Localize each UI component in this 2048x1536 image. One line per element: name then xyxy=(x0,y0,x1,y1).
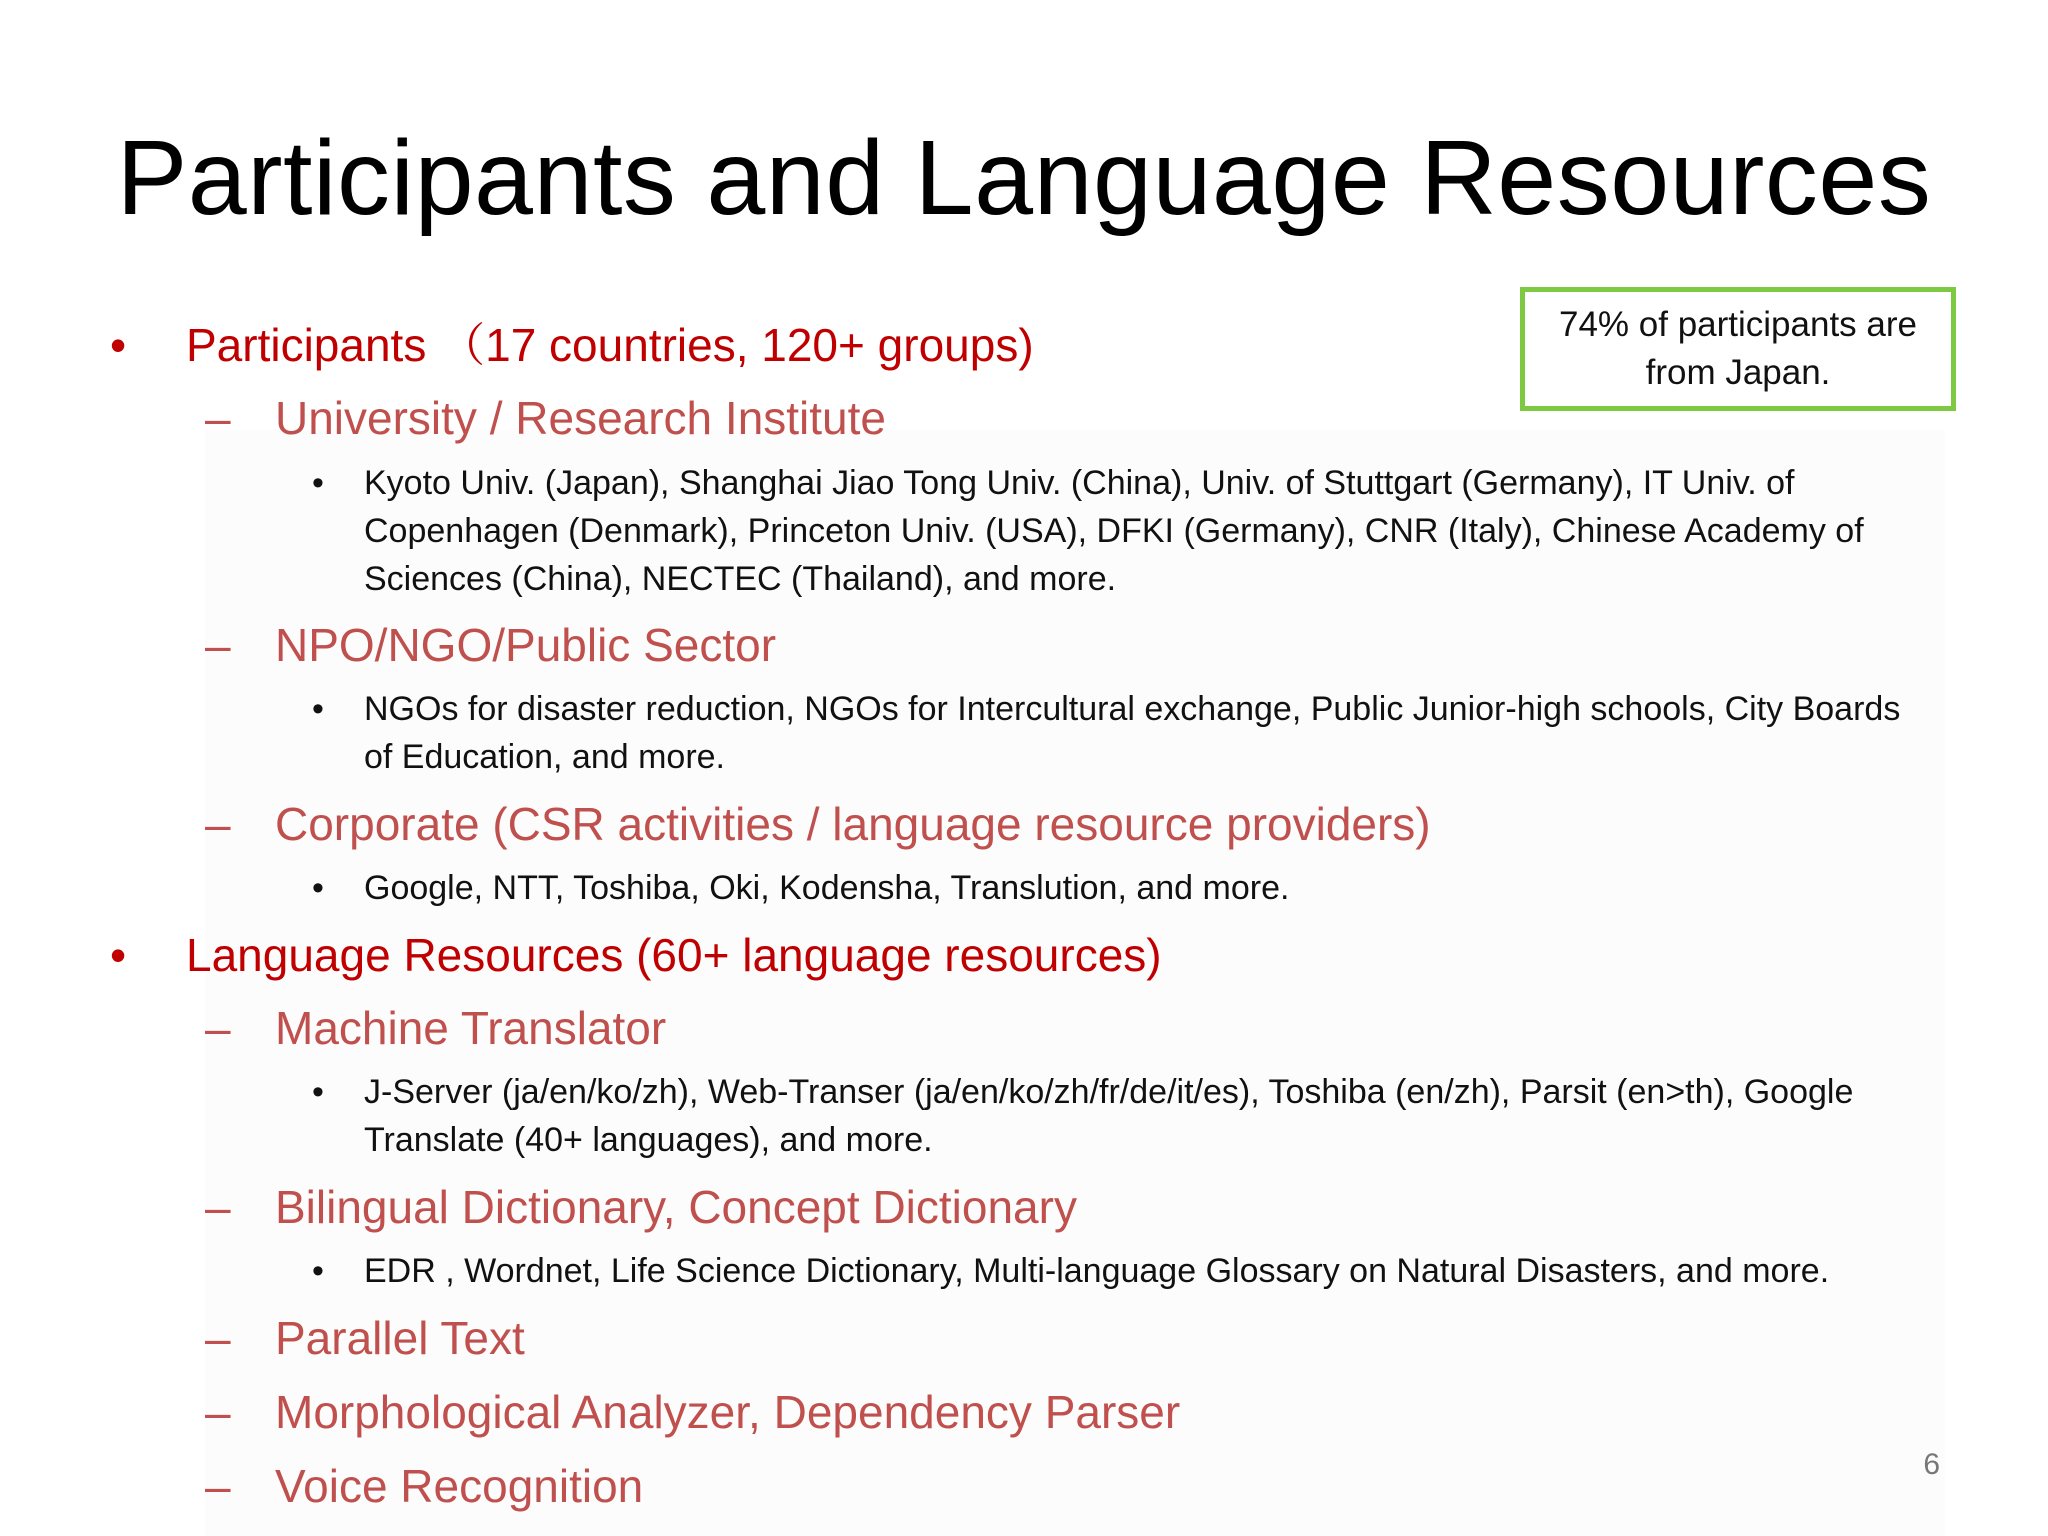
bullet-marker: • xyxy=(312,464,324,502)
detail-text: Kyoto Univ. (Japan), Shanghai Jiao Tong Univ. (China), Univ. of Stuttgart (Germany), IT Univ. of Copenhagen (Denmark), Princeton Univ. (USA), DFKI (Germany), CNR (Italy), Chinese Academy of Sciences (China), NECTEC (Thailand), and more. xyxy=(364,464,1864,598)
note-text: 74% of participants are from Japan. xyxy=(1559,305,1917,392)
subitem-text: Parallel Text xyxy=(275,1312,525,1364)
dash-marker: – xyxy=(205,1312,231,1364)
dash-marker: – xyxy=(205,1386,231,1438)
note-box xyxy=(1520,287,1956,411)
dash-marker: – xyxy=(205,392,231,444)
subitem-text: Morphological Analyzer, Dependency Parser xyxy=(275,1386,1181,1438)
subitem-text: NPO/NGO/Public Sector xyxy=(275,619,777,671)
bullet-marker: • xyxy=(110,929,127,981)
slide-title: Participants and Language Resources xyxy=(116,119,1932,237)
subitem-text: Voice Recognition xyxy=(275,1460,644,1512)
dash-marker: – xyxy=(205,798,231,850)
bullet-marker: • xyxy=(312,1073,324,1111)
dash-marker: – xyxy=(205,1181,231,1233)
bullet-marker: • xyxy=(312,869,324,907)
detail-text: Google, NTT, Toshiba, Oki, Kodensha, Translution, and more. xyxy=(364,869,1290,907)
subitem-text: University / Research Institute xyxy=(275,392,887,444)
bullet-marker: • xyxy=(312,1252,324,1290)
dash-marker: – xyxy=(205,1460,231,1512)
subitem-text: Machine Translator xyxy=(275,1002,667,1054)
bullet-text: Participants （17 countries, 120+ groups) xyxy=(186,319,1034,371)
detail-text: NGOs for disaster reduction, NGOs for Intercultural exchange, Public Junior-high schools, City Boards of Education, and more. xyxy=(364,690,1901,776)
bullet-text: Language Resources (60+ language resources) xyxy=(186,929,1162,981)
dash-marker: – xyxy=(205,619,231,671)
subitem-text: Bilingual Dictionary, Concept Dictionary xyxy=(275,1181,1077,1233)
bullet-marker: • xyxy=(110,319,127,371)
detail-text: J-Server (ja/en/ko/zh), Web-Transer (ja/en/ko/zh/fr/de/it/es), Toshiba (en/zh), Parsit (en>th), Google Translate (40+ languages), and more. xyxy=(364,1073,1854,1159)
bullet-marker: • xyxy=(312,690,324,728)
detail-text: EDR , Wordnet, Life Science Dictionary, Multi-language Glossary on Natural Disasters, and more. xyxy=(364,1252,1830,1290)
subitem-text: Corporate (CSR activities / language resource providers) xyxy=(275,798,1431,850)
page-number: 6 xyxy=(1923,1448,1940,1481)
dash-marker: – xyxy=(205,1002,231,1054)
